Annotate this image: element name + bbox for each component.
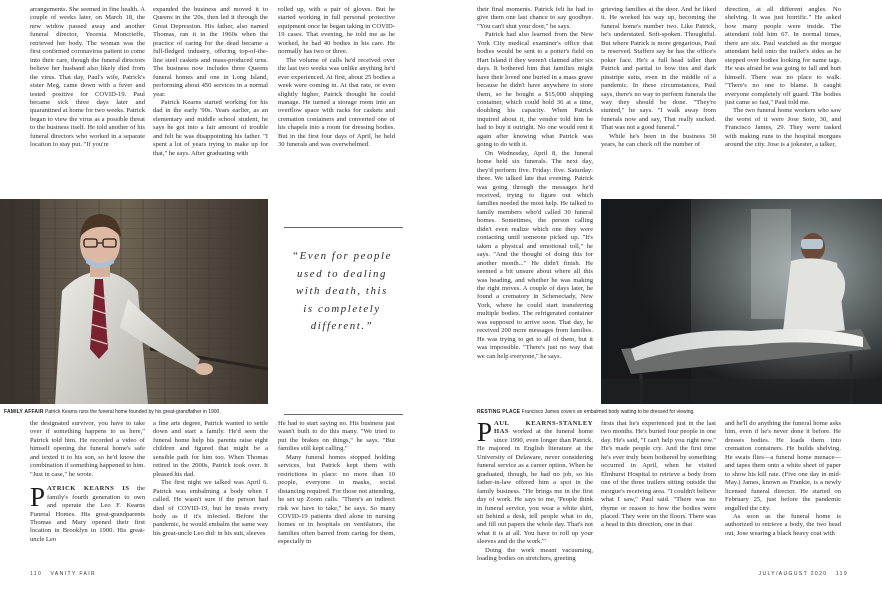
caption-label: RESTING PLACE [477, 409, 521, 415]
dropcap: P [477, 420, 493, 447]
paragraph: and he'll do anything the funeral home asks him, even if he's never done it before. He dresses bodies. He loads them into cremation containers. He builds shelving. He swats flies—a funeral home menace—and tapes them onto a white sheet of paper to show his kill rate. (Five one day in mid-May.) James, known as Frankie, is a newly licensed funeral director. He started on February 25, just before the pandemic engulfed the city. [725, 420, 841, 512]
caption-resting-place [477, 409, 695, 415]
dropcap: P [30, 482, 46, 513]
paragraph-dropcap [30, 482, 145, 544]
bottom-column-6 [725, 420, 841, 566]
paragraph-dropcap [477, 420, 593, 547]
paragraph: arrangements. She seemed in fine health. A couple of weeks later, on March 18, the new widow passed away and another funeral director, Yecenia Moncrieffe, retrieved her body. The woman was the first confirmed coronavirus patient to come into their care, though the funeral directors believe her husband also likely died from the virus. That day, Paul's wife, Patrick's sister Meg, came down with a fever and tested positive for COVID-19. Paul became sick three days later and quarantined at home for two weeks. Patrick began to view the virus as a possible threat to the business itself. He told another of his funeral directors who worked in a separate location to stay put. "If you're [30, 6, 145, 149]
lead-in: ATRICK KEARNS IS [47, 485, 130, 493]
pull-quote: “Even for people used to dealing with death, this is completely different.” [292, 250, 392, 332]
paragraph: On Wednesday, April 8, the funeral home held six funerals. The next day, they'd perform five. Friday: five. Saturday: three. We talked late that evening. Patrick was going through the messages he'd received, trying to figure out which families needed the most help. He talked to family members who'd called 30 funeral homes. Sometimes, the person calling didn't even realize which one they were contacting until someone picked up. "It's taken a physical and emotional toll," he says. "And the thought of doing this for another month..." He didn't finish. He seemed a bit unsure about where all this was heading, and whether he was making the right moves. A couple of days later, he found a crematory in Schenectady, New York, where he could start transferring multiple bodies. The refrigerated container was supposed to arrive soon. That day, he received 200 more messages from families. He was trying to get to all of them, but it was impossible. "There's just no way that we can help everyone," he says. [477, 149, 593, 360]
caption-label: FAMILY AFFAIR [4, 409, 44, 415]
paragraph: The first night we talked was April 6. Patrick was embalming a body when I called. He wasn't sure if the person had died of COVID-19, but he treats every body as if it's infected. Before the pandemic, he would embalm the same way his great-uncle Leo did: in his suit, sleeves [153, 479, 268, 537]
top-column-6 [725, 6, 841, 198]
paragraph: The volume of calls he'd received over the last two weeks was unlike anything he'd ever experienced. At first, about 25 bodies a week were coming in. At that rate, or even slightly higher, Patrick thought he could manage. He turned a storage room into an overflow space with racks for caskets and cremation containers and converted one of his chapels into a room for dressing bodies. But in the first four days of April, he held 30 funerals and was overwhelmed. [278, 56, 395, 149]
caption-text: Patrick Kearns runs the funeral home founded by his great-grandfather in 1900. [45, 409, 221, 415]
bottom-column-5 [601, 420, 716, 566]
paragraph: Doing the work meant vacuuming, loading bodies on stretchers, greeting [477, 546, 593, 563]
paragraph: While he's been in the business 30 years, he can check off the number of [601, 132, 716, 149]
top-column-5 [601, 6, 716, 198]
bottom-column-2 [153, 420, 268, 566]
paragraph: grieving families at the door. And he liked it. He worked his way up, becoming the funeral home's number two. Like Patrick, he's understated. Soft-spoken. Thoughtful. But where Patrick is more gregarious, Paul is reserved. Staffers say he has the office's poker face. He's a full head taller than Patrick and partial to bow ties and dark pinstripe suits, even in the middle of a pandemic. In these circumstances, Paul says, there's no way to perform funerals the way they should be done. "They're stunted," he says. "I walk away from funerals now and say, That really sucked. That was not a good funeral." [601, 6, 716, 132]
top-column-3 [278, 6, 395, 198]
resting-place-illustration [601, 199, 882, 404]
lead-text: worked at the funeral home since 1990, even longer than Patrick. He majored in English literature at the University of Delaware, never considering funeral service as a career option. When he graduated, though, he had no job, so his father-in-law offered him a spot in the family business. "He brings me in the first day of work. He says to me, 'People think in funeral service, you wear a white shirt, sit behind a desk, tell people what to do, and fill out papers the whole day. That's not what it is at all. You have to roll up your sleeves and do the work.'" [477, 428, 593, 546]
paragraph: As soon as the funeral home is authorized to retrieve a body, the two head out, Jose wearing a black heavy coat with [725, 512, 841, 537]
pull-quote-rule-top [284, 227, 403, 228]
bottom-column-3 [278, 420, 395, 566]
paragraph: He had to start saying no. His business just wasn't built to do this many. "We tried to put the brakes on things," he says. "But families still kept calling." [278, 420, 395, 453]
folio-left [30, 571, 96, 577]
caption-text: Francisco James covers an embalmed body waiting to be dressed for viewing. [521, 409, 695, 415]
paragraph: a fine arts degree, Patrick wanted to settle down and start a family. He'd seen the funeral home help his parents raise eight children and figured that might be a sensible path for him too. When Thomas retired in the 2000s, Patrick took over. It pleased his dad. [153, 420, 268, 478]
top-column-2 [153, 6, 268, 198]
paragraph: Patrick had also learned from the New York City medical examiner's office that bodies would be sent to a potter's field on Hart Island if they weren't claimed after six days. It bothered him that families might have their loved one buried in a mass grave because he didn't have anywhere to store them, so he bought a $15,000 shipping container, which could hold 36 at a time, doubling his capacity. When Patrick inquired about it, the vendor told him he had to buy it outright. No one would rent it again after knowing what Patrick was going to do with it. [477, 31, 593, 149]
paragraph: direction, at all different angles. No shelving. It was just horrific." He asked how many people were inside. The attendant told him 67. In normal times, there are six. Paul watched as the morgue attendant held onto the trailer's sides as he stepped over bodies looking for name tags. He was afraid he was going to fall and hurt himself. There was no place to walk. "There's no one to blame. It caught everyone completely off guard. The bodies just came so fast," Paul told me. [725, 6, 841, 106]
lead-in: AUL KEARNS-STANLEY HAS [494, 420, 593, 436]
paragraph: rolled up, with a pair of gloves. But he started working in full personal protective equipment once he began taking in COVID-19 cases. That evening, he told me as he worked, he had 40 bodies in his care. He normally has two or three. [278, 6, 395, 56]
folio-right [759, 571, 848, 577]
paragraph: The two funeral home workers who saw the worst of it were Jose Soto, 30, and Francisco James, 29. They were tasked with making runs to the hospital morgues around the city. Jose is a jokester, a talker, [725, 107, 841, 149]
top-column-1 [30, 6, 145, 198]
issue-date: JULY/AUGUST 2020 [758, 571, 828, 577]
bottom-column-4 [477, 420, 593, 566]
lead-text: the family's fourth generation to own and operate the Leo F. Kearns Funeral Homes. His great-grandparents Thomas and Mary opened their first location in Brooklyn in 1900. His great-uncle Leo [30, 485, 145, 543]
paragraph: the designated survivor, you have to take over if something happens to us here," Patrick told him. He recorded a video of himself opening the funeral home's safe and texted it to his son, so he'd know the combination if something happened to him. "Just in case," he wrote. [30, 420, 145, 478]
magazine-name: VANITY FAIR [50, 571, 97, 577]
page-number: 119 [835, 571, 848, 577]
paragraph: firsts that he's experienced just in the last two months. He's buried four people in one day. He's said, "I can't help you right now." He's made people cry. And the first time he's ever truly been bothered by something occurred in April, when he visited Elmhurst Hospital to retrieve a body from one of the three trailers sitting outside the morgue's receiving area. "I couldn't believe what I saw," Paul said. "There was no rhyme or reason to how the bodies were placed. They were on the floors. There was a head in this direction, one in that [601, 420, 716, 529]
photo-patrick-kearns [0, 199, 268, 404]
paragraph: Patrick Kearns started working for his dad in the early '90s. Years earlier, as an elementary and middle school student, he says he got into a fair amount of trouble and felt he was disappointing his father. "I spent a lot of years trying to make up for that," he says. After graduating with [153, 98, 268, 157]
page-number: 110 [30, 571, 43, 577]
portrait-illustration [0, 199, 268, 404]
pull-quote-rule-bottom [284, 414, 403, 415]
paragraph: their final moments. Patrick felt he had to give them one last chance to say goodbye. "You can't shut your door," he says. [477, 6, 593, 30]
caption-family-affair [4, 409, 221, 415]
paragraph: Many funeral homes stopped holding services, but Patrick kept them with restrictions in place: no more than 10 people, everyone in masks, social distancing required. For those not attending, he set up Zoom calls. "There's an indirect risk we have to take," he says. So many COVID-19 patients died alone in nursing homes or in hospitals on ventilators, the families often barred from caring for them, especially in [278, 453, 395, 546]
paragraph: expanded the business and moved it to Queens in the '20s, then led it through the Great Depression. His father, also named Thomas, ran it in the 1960s when the practice of caring for the dead became a full-fledged industry, offering top-of-the-line steel caskets and mass-produced urns. The business now includes three Queens funeral homes and one in Long Island, performing about 450 services in a normal year. [153, 6, 268, 98]
photo-francisco-james [601, 199, 882, 404]
top-column-4 [477, 6, 593, 411]
bottom-column-1 [30, 420, 145, 566]
